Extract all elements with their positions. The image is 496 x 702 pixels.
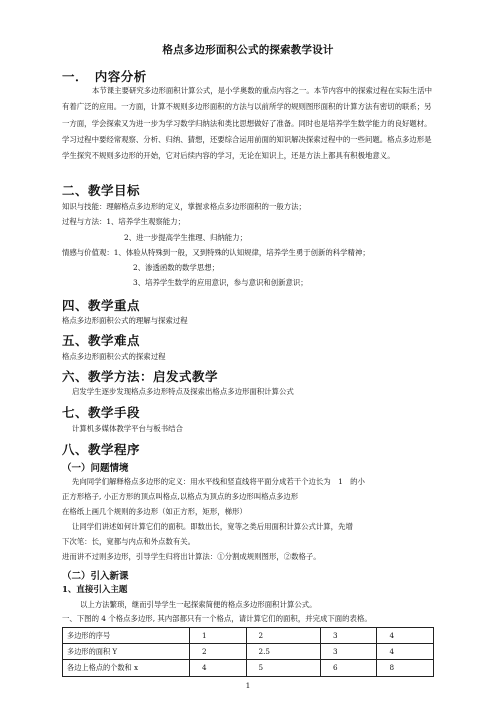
table-cell: 4 [377,644,434,660]
table-cell: 2 [190,644,247,660]
table-cell: 多边形的面积 Y [63,644,190,660]
heading-difficulties: 五、教学难点 [62,333,141,348]
subheading-problem-situation: （一）问题情境 [62,463,129,474]
table-row [63,644,434,660]
key-points-text: 格点多边形面积公式的理解与探索过程 [62,316,188,325]
difficulties-text: 格点多边形面积公式的探索过程 [62,352,166,361]
goal-emotion-2: 2、渗透函数的数学思想； [133,263,220,272]
table-cell: 8 [377,660,434,676]
table-cell: 4 [190,660,247,676]
table-cell: 3 [320,628,377,644]
document-title: 格点多边形面积公式的探索教学设计 [162,44,334,56]
table-cell: 3 [320,644,377,660]
heading-teaching-goals: 二、教学目标 [62,183,141,198]
heading-teaching-method: 六、教学方法：启发式教学 [62,369,219,384]
content-analysis-paragraph: 本节课主要研究多边形面积计算公式，是小学奥数的重点内容之一。本节内容中的探索过程在实际生活中有着广泛的应用。一方面，计算不规则多边形面积的方法与以前所学的规则图形面积的计算方法有密切的联系；另一方面，学会探索又为进一步为学习数学归纳法和类比思想做好了准备。同时也是培养学生数学能力的良好题材。学习过程中要经常观察、分析、归纳、猜想，还要综合运用前面的知识解决探索过程中的一些问题。格点多边形是学生探究不规则多边形的开始，它对后续内容的学习，无论在知识上，还是方法上都具有积极地意义。 [62,86,432,161]
heading-teaching-means: 七、教学手段 [62,405,141,420]
subheading-new-lesson: （二）引入新课 [62,571,129,582]
teaching-means-text: 计算机多媒体教学平台与板书结合 [72,424,183,433]
goal-process-2: 2、进一步提高学生推理、归纳能力； [124,233,247,242]
subheading-direct-intro: 1、直接引入主题 [62,585,128,595]
table-cell: 各边上格点的个数和 x [63,660,190,676]
table-cell: 1 [190,628,247,644]
table-cell: 4 [377,628,434,644]
procedure-p1a: 先向同学们解释格点多边形的定义：用水平线和竖直线将平面分成若干个边长为 1 的小 [72,477,365,486]
procedure-p4: 进而讲不过则多边形，引导学生归将出计算法：①分割成规则图形，②数格子。 [62,552,321,561]
heading-content-analysis: 一． 内容分析 [62,69,147,84]
table-row [63,660,434,676]
goal-process-1: 过程与方法：1、培养学生观察能力； [62,217,185,226]
procedure-p6: 一、下图的 4 个格点多边形, 其内部都只有一个格点，请计算它们的面积，并完成下面的表格。 [62,614,372,623]
goal-knowledge: 知识与技能：理解格点多边形的定义，掌握求格点多边形面积的一般方法； [62,202,306,211]
procedure-p5: 以上方法繁琐，继而引导学生一起探索简便的格点多边形面积计算公式。 [80,600,317,609]
table-cell: 多边形的序号 [63,628,190,644]
table-cell: 2.5 [246,644,320,660]
procedure-p3b: 下次笔：长，宽都与内点和外点数有关。 [62,537,196,546]
procedure-p1b: 正方形格子, 小正方形的顶点叫格点,以格点为顶点的多边形叫格点多边形 [62,492,299,501]
heading-key-points: 四、教学重点 [62,298,141,313]
goal-emotion-3: 3、培养学生数学的应用意识，参与意识和创新意识； [133,278,308,287]
table-cell: 5 [246,660,320,676]
procedure-p3a: 让同学们讲述如何计算它们的面积。即数出长，宽等之类后用面积计算公式计算，先增 [72,522,353,531]
data-table [62,627,434,677]
heading-teaching-procedure: 八、教学程序 [62,442,141,457]
table-cell: 6 [320,660,377,676]
goal-emotion-1: 情感与价值观：1、体验从特殊到一般，又到特殊的认知规律，培养学生勇于创新的科学精神； [62,248,370,257]
table-row [63,628,434,644]
page-number: 1 [245,681,251,690]
procedure-p2: 在格纸上画几个规则的多边形（如正方形，矩形，梯形） [62,507,247,516]
table-cell: 2 [246,628,320,644]
teaching-method-text: 启发学生逐步发现格点多边形特点及探索出格点多边形面积计算公式 [72,387,294,396]
